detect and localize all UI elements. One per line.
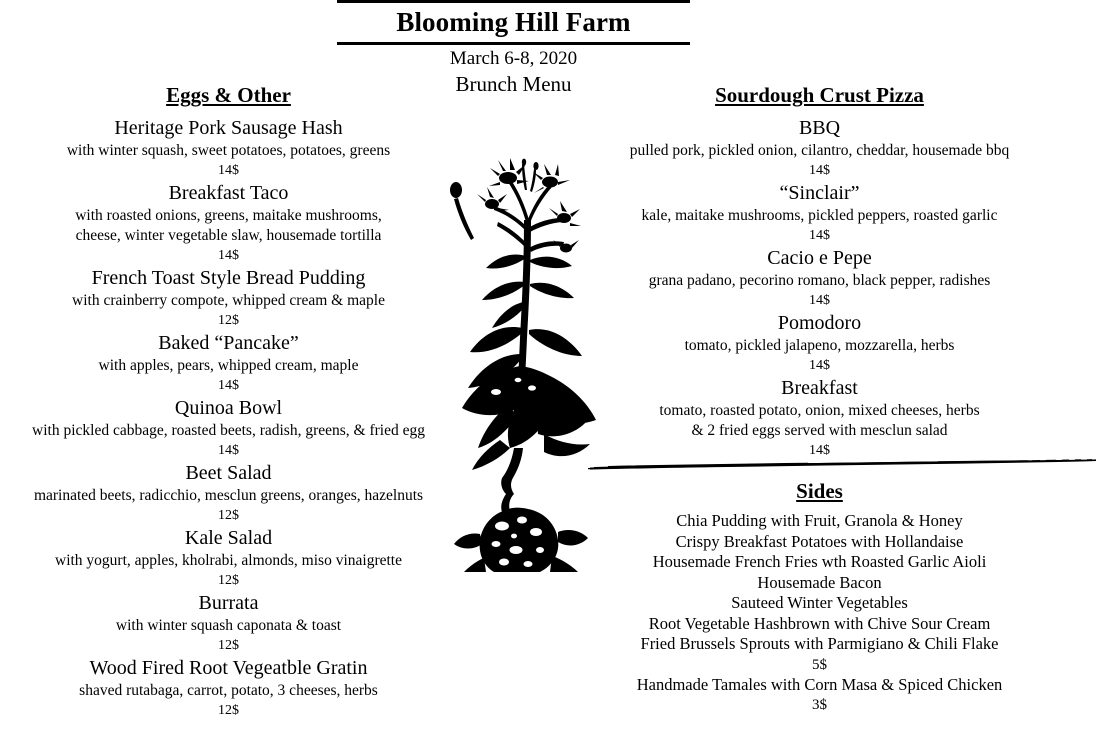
section-heading-eggs: Eggs & Other — [166, 83, 291, 107]
item-price: 14$ — [809, 228, 830, 243]
menu-dates: March 6-8, 2020 — [449, 48, 578, 69]
tamales-price: 3$ — [812, 697, 827, 713]
item-name: Beet Salad — [185, 462, 272, 484]
item-name: Burrata — [198, 592, 259, 614]
menu-item — [588, 180, 1051, 245]
menu-item — [0, 330, 457, 395]
side-list-item: Housemade Bacon — [757, 572, 882, 592]
item-price: 14$ — [809, 163, 830, 178]
menu-item — [0, 460, 457, 525]
item-price: 14$ — [809, 293, 830, 308]
item-description: with roasted onions, greens, maitake mushrooms, — [75, 207, 382, 224]
item-name: Heritage Pork Sausage Hash — [114, 117, 343, 139]
item-name: BBQ — [798, 117, 841, 139]
item-description: with apples, pears, whipped cream, maple — [98, 357, 359, 374]
side-list-item-tamales: Handmade Tamales with Corn Masa & Spiced Chicken — [636, 674, 1003, 694]
item-description: with yogurt, apples, kholrabi, almonds, miso vinaigrette — [55, 552, 402, 569]
page-title: Blooming Hill Farm — [396, 7, 631, 37]
item-description: pulled pork, pickled onion, cilantro, cheddar, housemade bbq — [629, 142, 1010, 159]
side-list-item: Crispy Breakfast Potatoes with Hollandaise — [675, 531, 964, 551]
item-description-line2: & 2 fried eggs served with mesclun salad — [691, 422, 948, 439]
item-description: tomato, pickled jalapeno, mozzarella, herbs — [684, 337, 955, 354]
item-description-line2: cheese, winter vegetable slaw, housemade tortilla — [75, 227, 382, 244]
menu-item — [0, 525, 457, 590]
item-name: French Toast Style Bread Pudding — [91, 267, 366, 289]
menu-item — [0, 180, 457, 265]
item-description: tomato, roasted potato, onion, mixed cheeses, herbs — [659, 402, 980, 419]
side-list-item: Fried Brussels Sprouts with Parmigiano & Chili Flake — [640, 634, 999, 653]
eggs-and-other-section — [0, 82, 457, 720]
item-price: 14$ — [218, 248, 239, 263]
masthead — [337, 0, 690, 45]
menu-meal-label: Brunch Menu — [455, 72, 572, 96]
item-price: 14$ — [218, 378, 239, 393]
side-list-item: Root Vegetable Hashbrown with Chive Sour Cream — [648, 613, 991, 633]
item-price: 14$ — [218, 163, 239, 178]
menu-item — [0, 265, 457, 330]
item-price: 14$ — [218, 443, 239, 458]
menu-item — [0, 395, 457, 460]
section-heading-sides: Sides — [796, 479, 843, 503]
item-description: with pickled cabbage, roasted beets, radish, greens, & fried egg — [32, 422, 425, 439]
item-name: “Sinclair” — [779, 182, 860, 204]
menu-item — [0, 115, 457, 180]
item-price: 12$ — [218, 313, 239, 328]
section-heading-pizza: Sourdough Crust Pizza — [715, 83, 924, 107]
item-description: shaved rutabaga, carrot, potato, 3 cheeses, herbs — [79, 682, 378, 699]
item-description: grana padano, pecorino romano, black pepper, radishes — [648, 272, 991, 289]
sides-section — [588, 478, 1051, 715]
item-description: marinated beets, radicchio, mesclun greens, oranges, hazelnuts — [33, 487, 424, 504]
item-price: 12$ — [218, 703, 239, 718]
item-name: Breakfast Taco — [168, 182, 289, 204]
item-name: Cacio e Pepe — [767, 247, 872, 269]
item-name: Pomodoro — [777, 312, 862, 334]
item-name: Wood Fired Root Vegeatble Gratin — [89, 657, 368, 679]
sourdough-pizza-section — [588, 82, 1051, 460]
menu-item — [588, 375, 1051, 460]
item-price: 14$ — [809, 443, 830, 458]
item-price: 12$ — [218, 573, 239, 588]
item-name: Kale Salad — [184, 527, 273, 549]
menu-item — [588, 115, 1051, 180]
menu-item — [588, 310, 1051, 375]
side-list-item: Housemade French Fries wth Roasted Garlic Aioli — [652, 552, 987, 571]
item-name: Quinoa Bowl — [174, 397, 283, 419]
item-name: Baked “Pancake” — [158, 332, 299, 354]
side-list-item: Chia Pudding with Fruit, Granola & Honey — [676, 511, 963, 530]
sides-price: 5$ — [812, 656, 827, 673]
item-description: kale, maitake mushrooms, pickled peppers, roasted garlic — [641, 207, 998, 224]
menu-item — [588, 245, 1051, 310]
item-price: 14$ — [809, 358, 830, 373]
masthead-rule-bottom — [337, 42, 690, 45]
item-name: Breakfast — [781, 377, 858, 399]
menu-item — [0, 655, 457, 720]
item-price: 12$ — [218, 638, 239, 653]
item-price: 12$ — [218, 508, 239, 523]
item-description: with winter squash, sweet potatoes, potatoes, greens — [66, 142, 391, 159]
side-list-item: Sauteed Winter Vegetables — [731, 593, 908, 612]
item-description: with winter squash caponata & toast — [115, 617, 342, 634]
menu-item — [0, 590, 457, 655]
item-description: with crainberry compote, whipped cream & maple — [72, 292, 385, 309]
